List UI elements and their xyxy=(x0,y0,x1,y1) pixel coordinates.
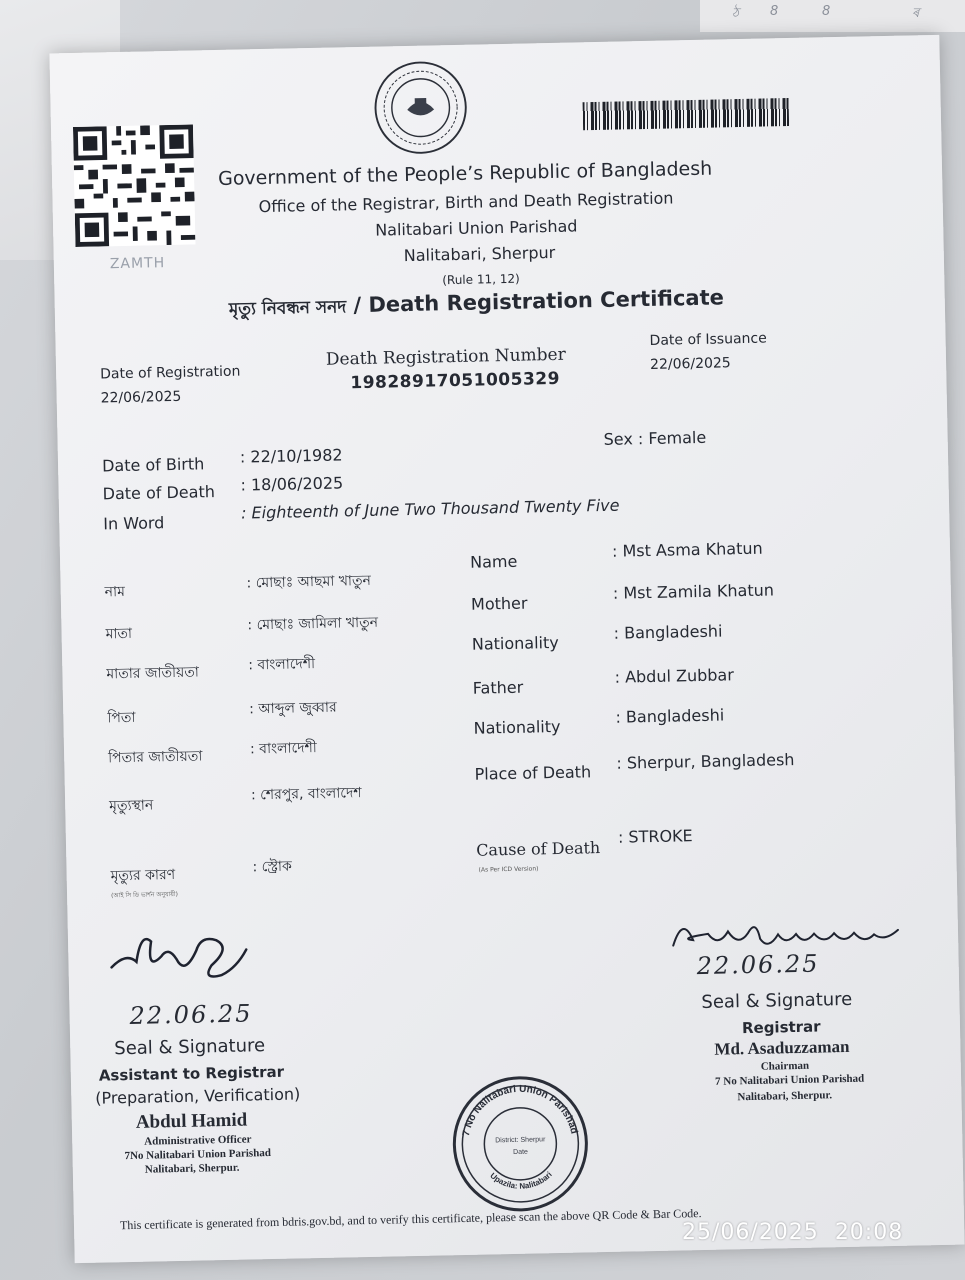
bn-father-nationality-label: পিতার জাতীয়তা xyxy=(108,748,203,767)
timestamp-time: 20:08 xyxy=(834,1220,904,1245)
bn-mother-label: মাতা xyxy=(105,625,133,643)
registrar-office: 7 No Nalitabari Union Parishad xyxy=(714,1072,865,1088)
en-cause-note: (As Per ICD Version) xyxy=(478,865,539,874)
seal-bottom-text: Upazila: Nalitabari xyxy=(488,1170,554,1191)
dod-label: Date of Death xyxy=(102,482,216,504)
bn-cause-label: মৃত্যুর কারণ xyxy=(110,867,176,885)
handwritten-mark: ৰ xyxy=(912,6,920,21)
assistant-role: Assistant to Registrar xyxy=(98,1062,285,1085)
bn-place-value: : শেরপুর, বাংলাদেশ xyxy=(250,785,362,804)
assistant-designation: Administrative Officer xyxy=(144,1133,252,1148)
registration-number-value: 19828917051005329 xyxy=(350,368,561,394)
paper-behind-strip xyxy=(700,0,965,32)
en-mother-nationality-label: Nationality xyxy=(471,632,559,654)
header-location: Nalitabari, Sherpur xyxy=(403,242,556,266)
seal-center-line2: Date xyxy=(513,1148,529,1156)
en-father-nationality-label: Nationality xyxy=(473,716,561,738)
death-certificate xyxy=(49,35,964,1263)
en-cause-label: Cause of Death xyxy=(476,838,601,860)
en-name-label: Name xyxy=(469,551,518,572)
bn-father-nationality-value: : বাংলাদেশী xyxy=(249,740,318,758)
handwritten-mark: 8 xyxy=(770,4,779,19)
certificate-title xyxy=(229,285,725,324)
dob-value: : 22/10/1982 xyxy=(239,445,343,467)
registrar-place: Nalitabari, Sherpur. xyxy=(737,1089,833,1104)
header-office: Office of the Registrar, Birth and Death Registration xyxy=(258,188,674,217)
assistant-signature-icon xyxy=(106,919,267,992)
header-rule: (Rule 11, 12) xyxy=(442,271,520,288)
registration-number-label: Death Registration Number xyxy=(325,344,566,370)
en-place-value: : Sherpur, Bangladesh xyxy=(616,750,795,773)
issuance-date-value: 22/06/2025 xyxy=(649,355,731,373)
handwritten-mark: 8 xyxy=(822,4,831,19)
seal-center-line1: District: Sherpur xyxy=(495,1136,546,1145)
bn-mother-nationality-label: মাতার জাতীয়তা xyxy=(106,664,200,683)
dob-label: Date of Birth xyxy=(101,454,205,476)
en-mother-value: : Mst Zamila Khatun xyxy=(612,580,775,603)
header-union: Nalitabari Union Parishad xyxy=(375,216,578,240)
assistant-seal-caption: Seal & Signature xyxy=(114,1035,266,1060)
government-seal-icon xyxy=(372,59,470,157)
bn-place-label: মৃত্যুস্থান xyxy=(109,797,154,815)
registrar-role: Registrar xyxy=(741,1017,821,1038)
en-mother-label: Mother xyxy=(470,593,528,614)
issuance-date-label: Date of Issuance xyxy=(649,330,767,349)
en-father-nationality-value: : Bangladeshi xyxy=(615,705,725,727)
title-english: Death Registration Certificate xyxy=(368,285,725,317)
registration-date-value: 22/06/2025 xyxy=(100,388,182,407)
inword-label: In Word xyxy=(103,513,165,534)
dod-value: : 18/06/2025 xyxy=(240,473,344,495)
en-place-label: Place of Death xyxy=(474,762,592,784)
seal-ring-text: 7 No Nalitabari Union Parishad xyxy=(460,1083,580,1138)
en-cause-value: : STROKE xyxy=(617,826,693,847)
bn-name-label: নাম xyxy=(104,583,126,601)
registrar-designation: Chairman xyxy=(760,1059,810,1073)
barcode-icon xyxy=(583,98,790,130)
union-parishad-seal-icon xyxy=(449,1072,592,1215)
assistant-name: Abdul Hamid xyxy=(135,1109,248,1133)
bn-name-value: : মোছাঃ আছমা খাতুন xyxy=(246,572,372,592)
title-separator: / xyxy=(345,292,369,318)
registrar-name: Md. Asaduzzaman xyxy=(714,1036,850,1059)
bn-father-value: : আব্দুল জুব্বার xyxy=(249,699,337,718)
assistant-place: Nalitabari, Sherpur. xyxy=(144,1161,240,1176)
photo-timestamp xyxy=(682,1220,903,1245)
qr-caption: ZAMTH xyxy=(109,255,166,273)
bn-cause-note: (আই সি ডি ভার্শন অনুযায়ী) xyxy=(111,890,178,900)
bn-cause-value: : স্ট্রোক xyxy=(252,858,293,876)
en-father-value: : Abdul Zubbar xyxy=(614,665,734,687)
bn-mother-nationality-value: : বাংলাদেশী xyxy=(248,656,316,674)
en-mother-nationality-value: : Bangladeshi xyxy=(613,621,723,643)
registration-date-label: Date of Registration xyxy=(99,363,241,383)
title-bangla: মৃত্যু নিবন্ধন সনদ xyxy=(228,297,347,320)
certificate-footer: This certificate is generated from bdris.gov.bd, and to verify this certificate, please scan the above QR Code & Bar Code. xyxy=(119,1206,702,1233)
en-father-label: Father xyxy=(472,677,524,698)
timestamp-date: 25/06/2025 xyxy=(682,1220,819,1245)
en-name-value: : Mst Asma Khatun xyxy=(611,538,763,561)
assistant-duty: (Preparation, Verification) xyxy=(95,1084,301,1108)
qr-code-icon xyxy=(73,124,195,246)
registrar-seal-caption: Seal & Signature xyxy=(701,988,853,1014)
handwritten-mark: ঠ xyxy=(732,6,739,21)
registrar-sign-date: 22.06.25 xyxy=(696,949,820,981)
bn-mother-value: : মোছাঃ জামিলা খাতুন xyxy=(247,614,379,634)
inword-value: : Eighteenth of June Two Thousand Twenty Five xyxy=(240,495,620,523)
sex-field: Sex : Female xyxy=(603,427,707,449)
bn-father-label: পিতা xyxy=(107,709,136,727)
assistant-office: 7No Nalitabari Union Parishad xyxy=(124,1147,272,1163)
header-government: Government of the People’s Republic of Bangladesh xyxy=(217,157,713,190)
assistant-sign-date: 22.06.25 xyxy=(129,999,253,1030)
